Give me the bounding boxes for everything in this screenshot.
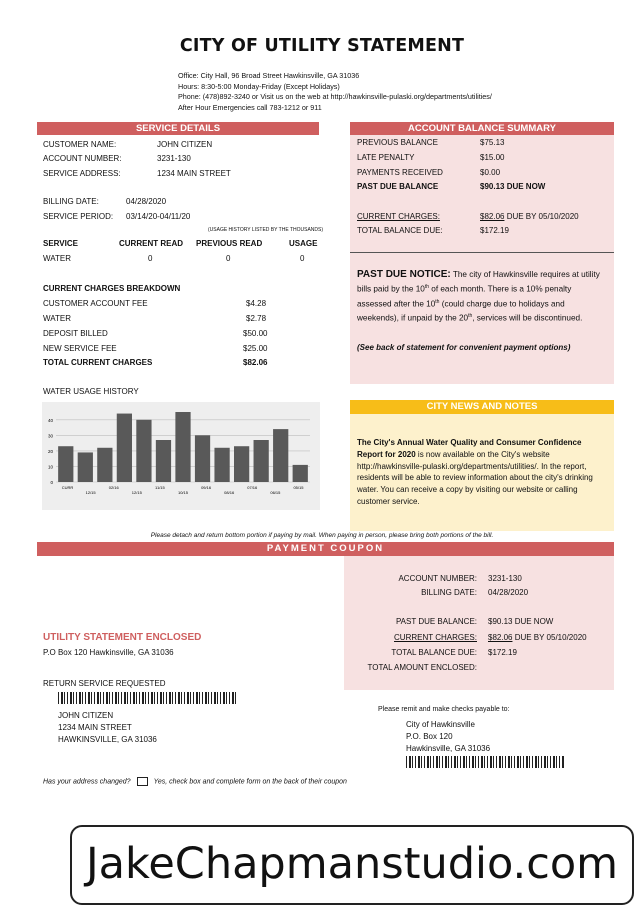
total-charges-amount: $82.06 [243, 358, 268, 367]
coupon-current-charges-label: CURRENT CHARGES: [394, 633, 477, 642]
news-header: CITY NEWS AND NOTES [350, 400, 614, 414]
usage-header-previous: PREVIOUS READ [196, 239, 263, 248]
watermark-logo: JakeChapmanstudio.com [70, 825, 634, 905]
chart-bar [293, 465, 308, 482]
return-address: P.O Box 120 Hawkinsville, GA 31036 [43, 648, 174, 657]
notice-sup: th [435, 298, 440, 305]
notice-text: , services will be discontinued. [472, 314, 583, 324]
service-period-value: 03/14/20-04/11/20 [126, 212, 191, 221]
past-due-label: PAST DUE BALANCE [357, 182, 439, 191]
account-number-label: ACCOUNT NUMBER: [43, 154, 122, 163]
payments-received-label: PAYMENTS RECEIVED [357, 168, 443, 177]
coupon-total-enclosed-label: TOTAL AMOUNT ENCLOSED: [367, 663, 477, 672]
previous-balance-label: PREVIOUS BALANCE [357, 138, 438, 147]
chart-bar [117, 414, 132, 482]
payments-received-value: $0.00 [480, 168, 501, 177]
customer-name: JOHN CITIZEN [58, 711, 114, 720]
coupon-total-balance-value: $172.19 [488, 648, 517, 657]
current-charges-amount: $82.06 [480, 212, 505, 221]
chart-bar [234, 446, 249, 482]
chart-bar [156, 440, 171, 482]
chart-bar [195, 435, 210, 482]
office-phone: Phone: (478)892-3240 or Visit us on the web at http://hawkinsville-pulaski.org/departments/utilities/ [178, 92, 492, 101]
usage-header-service: SERVICE [43, 239, 78, 248]
coupon-account-label: ACCOUNT NUMBER: [398, 574, 477, 583]
remit-note: Please remit and make checks payable to: [378, 706, 510, 713]
billing-date-value: 04/28/2020 [126, 197, 167, 206]
late-penalty-label: LATE PENALTY [357, 153, 415, 162]
water-usage-chart [42, 402, 320, 510]
remit-barcode [406, 756, 564, 768]
return-service-requested: RETURN SERVICE REQUESTED [43, 679, 166, 688]
service-address-label: SERVICE ADDRESS: [43, 169, 121, 178]
chart-xtick-label: 12/15 [131, 490, 142, 495]
usage-row-current: 0 [148, 254, 153, 263]
coupon-current-charges-value [488, 633, 587, 642]
charge-amount: $50.00 [243, 329, 268, 338]
account-number-value: 3231-130 [157, 154, 191, 163]
see-back-note: (See back of statement for convenient payment options) [357, 343, 571, 352]
charge-label: WATER [43, 314, 71, 323]
service-details-header: SERVICE DETAILS [37, 122, 319, 135]
office-emergency: After Hour Emergencies call 783-1212 or 911 [178, 102, 322, 112]
total-balance-value: $172.19 [480, 226, 509, 235]
usage-header-current: CURRENT READ [119, 239, 183, 248]
notice-sup: th [468, 313, 473, 320]
office-address: Office: City Hall, 96 Broad Street Hawkinsville, GA 31036 [178, 71, 360, 80]
charges-header: CURRENT CHARGES BREAKDOWN [43, 284, 181, 293]
chart-xtick-label: CURR [61, 485, 74, 490]
charge-label: DEPOSIT BILLED [43, 329, 108, 338]
detach-note: Please detach and return bottom portion if paying by mail. When paying in person, please bring both portions of the bill. [150, 532, 494, 539]
account-summary-header: ACCOUNT BALANCE SUMMARY [350, 122, 614, 135]
customer-barcode [58, 692, 238, 704]
usage-note: (USAGE HISTORY LISTED BY THE THOUSANDS) [208, 227, 324, 233]
summary-divider [350, 252, 614, 253]
previous-balance-value: $75.13 [480, 138, 505, 147]
coupon-total-balance-label: TOTAL BALANCE DUE: [391, 648, 477, 657]
coupon-current-charges-amount: $82.06 [488, 633, 513, 642]
coupon-account-value: 3231-130 [488, 574, 522, 583]
late-penalty-value: $15.00 [480, 153, 505, 162]
news-text: is now available on the City's website http://hawkinsville-pulaski.org/departments/utilities/. In the report, residents will be able to review information about the city's drinking water. You can receive a copy by visiting our website or calling customer service. [357, 449, 593, 506]
chart-bar [78, 452, 93, 482]
remit-name: City of Hawkinsville [406, 720, 475, 729]
usage-row-usage: 0 [300, 254, 305, 263]
chart-xtick-label: 09/16 [201, 485, 212, 490]
chart-ytick-label: 30 [47, 433, 53, 439]
chart-bar [136, 420, 151, 482]
total-charges-label: TOTAL CURRENT CHARGES [43, 358, 153, 367]
usage-row-previous: 0 [226, 254, 231, 263]
current-charges-label: CURRENT CHARGES: [357, 212, 440, 221]
service-address-value: 1234 MAIN STREET [157, 169, 231, 178]
chart-bar [97, 448, 112, 482]
office-info [178, 71, 492, 113]
charge-label: CUSTOMER ACCOUNT FEE [43, 299, 148, 308]
chart-xtick-label: 07/16 [247, 485, 258, 490]
chart-bar [58, 446, 73, 482]
chart-xtick-label: 06/15 [270, 490, 281, 495]
water-history-label: WATER USAGE HISTORY [43, 387, 139, 396]
current-charges-value [480, 212, 579, 221]
coupon-current-charges-due: DUE BY 05/10/2020 [512, 633, 587, 642]
notice-text: The city of Hawkinsville requires at utility bills paid by the 10 [357, 270, 600, 294]
chart-xtick-label: 11/15 [155, 485, 165, 490]
office-hours: Hours: 8:30-5:00 Monday-Friday (Except Holidays) [178, 81, 340, 91]
notice-text: (could charge due to holidays and weekends), if unpaid by the 20 [357, 299, 565, 324]
remit-city: Hawkinsville, GA 31036 [406, 744, 491, 753]
payment-coupon-header: PAYMENT COUPON [37, 542, 614, 556]
statement-title: CITY OF UTILITY STATEMENT [179, 36, 465, 56]
chart-bar [254, 440, 269, 482]
usage-row-service: WATER [43, 254, 71, 263]
chart-ytick-label: 0 [50, 480, 53, 485]
coupon-past-due-label: PAST DUE BALANCE: [395, 617, 477, 626]
chart-xtick-label: 10/15 [177, 490, 189, 495]
coupon-billing-value: 04/28/2020 [488, 588, 529, 597]
address-changed-instructions: Yes, check box and complete form on the back of their coupon [153, 778, 347, 786]
coupon-past-due-value: $90.13 DUE NOW [488, 617, 554, 626]
chart-xtick-label: 12/15 [85, 490, 96, 495]
water-usage-chart-svg [42, 402, 320, 510]
notice-text: of each month. There is a 10% penalty assessed after the 10 [357, 284, 572, 309]
chart-xtick-label: 02/16 [108, 485, 119, 490]
address-changed-row [43, 777, 347, 786]
news-bold-text: The City's Annual Water Quality and Consumer Confidence Report for 2020 [357, 438, 582, 459]
charge-amount: $2.78 [246, 314, 267, 323]
utility-statement-enclosed: UTILITY STATEMENT ENCLOSED [43, 632, 202, 643]
address-changed-checkbox[interactable] [137, 777, 148, 786]
past-due-value: $90.13 DUE NOW [480, 182, 546, 191]
address-changed-question: Has your address changed? [43, 778, 131, 786]
charge-amount: $4.28 [246, 299, 267, 308]
notice-sup: th [424, 284, 429, 290]
remit-box: P.O. Box 120 [406, 732, 453, 741]
chart-bar [175, 412, 190, 482]
chart-ytick-label: 20 [47, 448, 53, 454]
chart-ytick-label: 10 [47, 464, 53, 470]
customer-city: HAWKINSVILLE, GA 31036 [58, 735, 157, 744]
service-period-label: SERVICE PERIOD: [43, 212, 114, 221]
past-due-notice-heading: PAST DUE NOTICE: [357, 269, 451, 280]
chart-bar [273, 429, 288, 482]
customer-name-label: CUSTOMER NAME: [43, 140, 117, 149]
chart-bar [214, 448, 229, 482]
billing-date-label: BILLING DATE: [43, 197, 99, 206]
past-due-notice [357, 269, 607, 325]
current-charges-due: DUE BY 05/10/2020 [504, 212, 579, 221]
coupon-billing-label: BILLING DATE: [421, 588, 477, 597]
news-body [357, 437, 609, 508]
total-balance-label: TOTAL BALANCE DUE: [357, 226, 443, 235]
charge-label: NEW SERVICE FEE [43, 344, 117, 353]
chart-xtick-label: 08/16 [224, 490, 235, 495]
customer-name-value: JOHN CITIZEN [157, 140, 213, 149]
charge-amount: $25.00 [243, 344, 268, 353]
chart-ytick-label: 40 [47, 417, 53, 423]
usage-header-usage: USAGE [289, 239, 318, 248]
customer-street: 1234 MAIN STREET [58, 723, 132, 732]
chart-xtick-label: 05/15 [293, 485, 304, 490]
